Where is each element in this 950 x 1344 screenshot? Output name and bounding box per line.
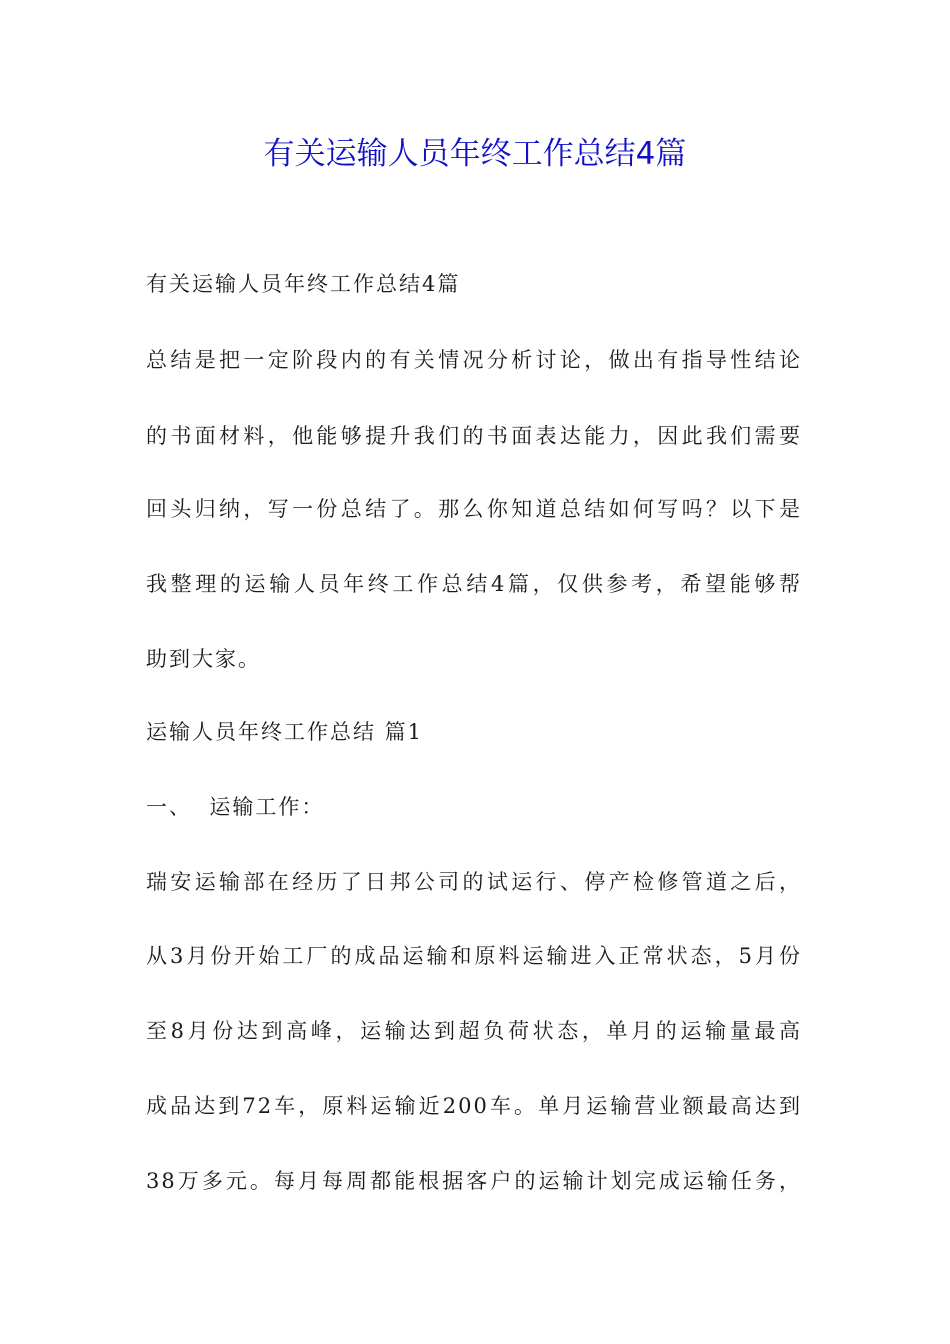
paragraph-line: 助到大家。 xyxy=(146,647,261,671)
subtitle-line: 有关运输人员年终工作总结4篇 xyxy=(146,272,461,296)
paragraph-line: 总结是把一定阶段内的有关情况分析讨论，做出有指导性结论 xyxy=(146,348,802,372)
paragraph-line: 的书面材料，他能够提升我们的书面表达能力，因此我们需要 xyxy=(146,424,802,448)
paragraph-line: 回头归纳，写一份总结了。那么你知道总结如何写吗？以下是 xyxy=(146,497,802,521)
document-title: 有关运输人员年终工作总结4篇 xyxy=(263,136,687,172)
paragraph-line: 瑞安运输部在经历了日邦公司的试运行、停产检修管道之后， xyxy=(146,870,802,894)
subsection-heading: 一、 运输工作： xyxy=(146,795,325,819)
paragraph-line: 至8月份达到高峰，运输达到超负荷状态，单月的运输量最高 xyxy=(146,1019,802,1043)
paragraph-line: 成品达到72车，原料运输近200车。单月运输营业额最高达到 xyxy=(146,1094,802,1118)
paragraph-line: 38万多元。每月每周都能根据客户的运输计划完成运输任务， xyxy=(146,1169,802,1193)
section-heading: 运输人员年终工作总结 篇1 xyxy=(146,720,424,744)
paragraph-line: 我整理的运输人员年终工作总结4篇，仅供参考，希望能够帮 xyxy=(146,572,802,596)
paragraph-line: 从3月份开始工厂的成品运输和原料运输进入正常状态，5月份 xyxy=(146,944,802,968)
